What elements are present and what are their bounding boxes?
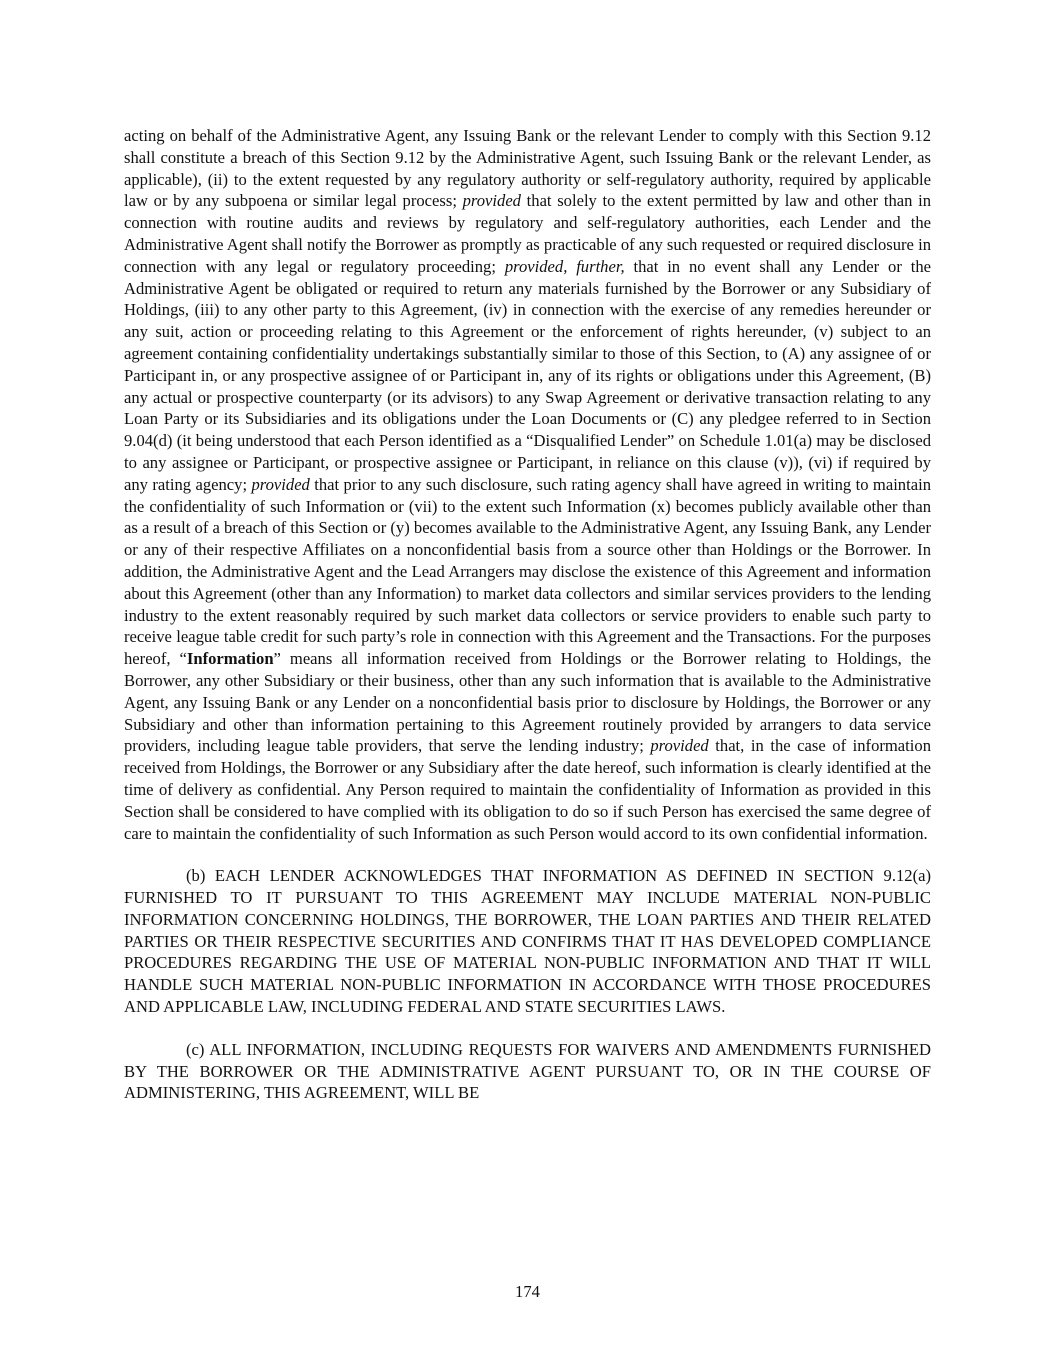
text-run: ” means all information received from Holdings or the Borrower relating to Holdings, the Borrower, any other Subsidiary or their business, other than any such information that is available to the Administrative Agent, any Issuing Bank or any Lender on a nonconfidential basis prior to disclosure by Holdings, the Borrower or any Subsidiary and other than information pertaining to this Agreement routinely provided by arrangers to data service providers, including league table providers, that serve the lending industry; [124,649,931,756]
text-run: that, in the case of information received from Holdings, the Borrower or any Subsidiary after the date hereof, such information is clearly identified at the time of delivery as confidential. Any Person required to maintain the confidentiality of Information as provided in this Section shall be considered to have complied with its obligation to do so if such Person has exercised the same degree of care to maintain the confidentiality of such Information as such Person would accord to its own confidential information. [124,736,931,843]
text-run: acting on behalf of the Administrative Agent, any Issuing Bank or the relevant Lender to comply with this Section 9.12 shall constitute a breach of this Section 9.12 by the Administrative Agent, such Issuing Bank or the relevant Lender, as applicable), (ii) to the extent requested by any regulatory authority or self-regulatory authority, required by applicable law or by any subpoena or similar legal process; [124,126,931,211]
text-run: that solely to the extent permitted by law and other than in connection with routine audits and reviews by regulatory and self-regulatory authorities, each Lender and the Administrative Agent shall notify the Borrower as promptly as practicable of any such requested or required disclosure in connection with any legal or regulatory proceeding; [124,191,931,276]
text-run: that prior to any such disclosure, such rating agency shall have agreed in writing to maintain the confidentiality of such Information or (vii) to the extent such Information (x) becomes publicly available other than as a result of a breach of this Section or (y) becomes available to the Administrative Agent, any Issuing Bank, any Lender or any of their respective Affiliates on a nonconfidential basis from a source other than Holdings or the Borrower. In addition, the Administrative Agent and the Lead Arrangers may disclose the existence of this Agreement and information about this Agreement (other than any Information) to market data collectors and similar services providers to the lending industry to the extent reasonably required by such market data collectors or service providers to enable such party to receive league table credit for such party’s role in connection with this Agreement and the Transactions. For the purposes hereof, “ [124,474,931,669]
paragraph-b: (b) EACH LENDER ACKNOWLEDGES THAT INFORMATION AS DEFINED IN SECTION 9.12(a) FURNISHED TO IT PURSUANT TO THIS AGREEMENT MAY INCLUDE MATERIAL NON-PUBLIC INFORMATION CONCERNING HOLDINGS, THE BORROWER, THE LOAN PARTIES AND THEIR RELATED PARTIES OR THEIR RESPECTIVE SECURITIES AND CONFIRMS THAT IT HAS DEVELOPED COMPLIANCE PROCEDURES REGARDING THE USE OF MATERIAL NON-PUBLIC INFORMATION AND THAT IT WILL HANDLE SUCH MATERIAL NON-PUBLIC INFORMATION IN ACCORDANCE WITH THOSE PROCEDURES AND APPLICABLE LAW, INCLUDING FEDERAL AND STATE SECURITIES LAWS. [124,866,931,1017]
bold-term: Information [186,649,274,669]
italic-text: provided [251,474,310,494]
italic-text: provided, further, [504,256,625,276]
italic-text: provided [650,736,709,756]
document-body [124,125,931,1104]
page-number: 174 [515,1282,540,1301]
paragraph-a [124,125,931,844]
italic-text: provided [462,191,521,211]
paragraph-c: (c) ALL INFORMATION, INCLUDING REQUESTS FOR WAIVERS AND AMENDMENTS FURNISHED BY THE BORROWER OR THE ADMINISTRATIVE AGENT PURSUANT TO, OR IN THE COURSE OF ADMINISTERING, THIS AGREEMENT, WILL BE [124,1039,931,1103]
text-run: that in no event shall any Lender or the Administrative Agent be obligated or required to return any materials furnished by the Borrower or any Subsidiary of Holdings, (iii) to any other party to this Agreement, (iv) in connection with the exercise of any remedies hereunder or any suit, action or proceeding relating to this Agreement or the enforcement of rights hereunder, (v) subject to an agreement containing confidentiality undertakings substantially similar to those of this Section, to (A) any assignee of or Participant in, or any prospective assignee of or Participant in, any of its rights or obligations under this Agreement, (B) any actual or prospective counterparty (or its advisors) to any Swap Agreement or derivative transaction relating to any Loan Party or its Subsidiaries and its obligations under the Loan Documents or (C) any pledgee referred to in Section 9.04(d) (it being understood that each Person identified as a “Disqualified Lender” on Schedule 1.01(a) may be disclosed to any assignee or Participant, or prospective assignee or Participant, in reliance on this clause (v)), (vi) if required by any rating agency; [124,256,931,494]
